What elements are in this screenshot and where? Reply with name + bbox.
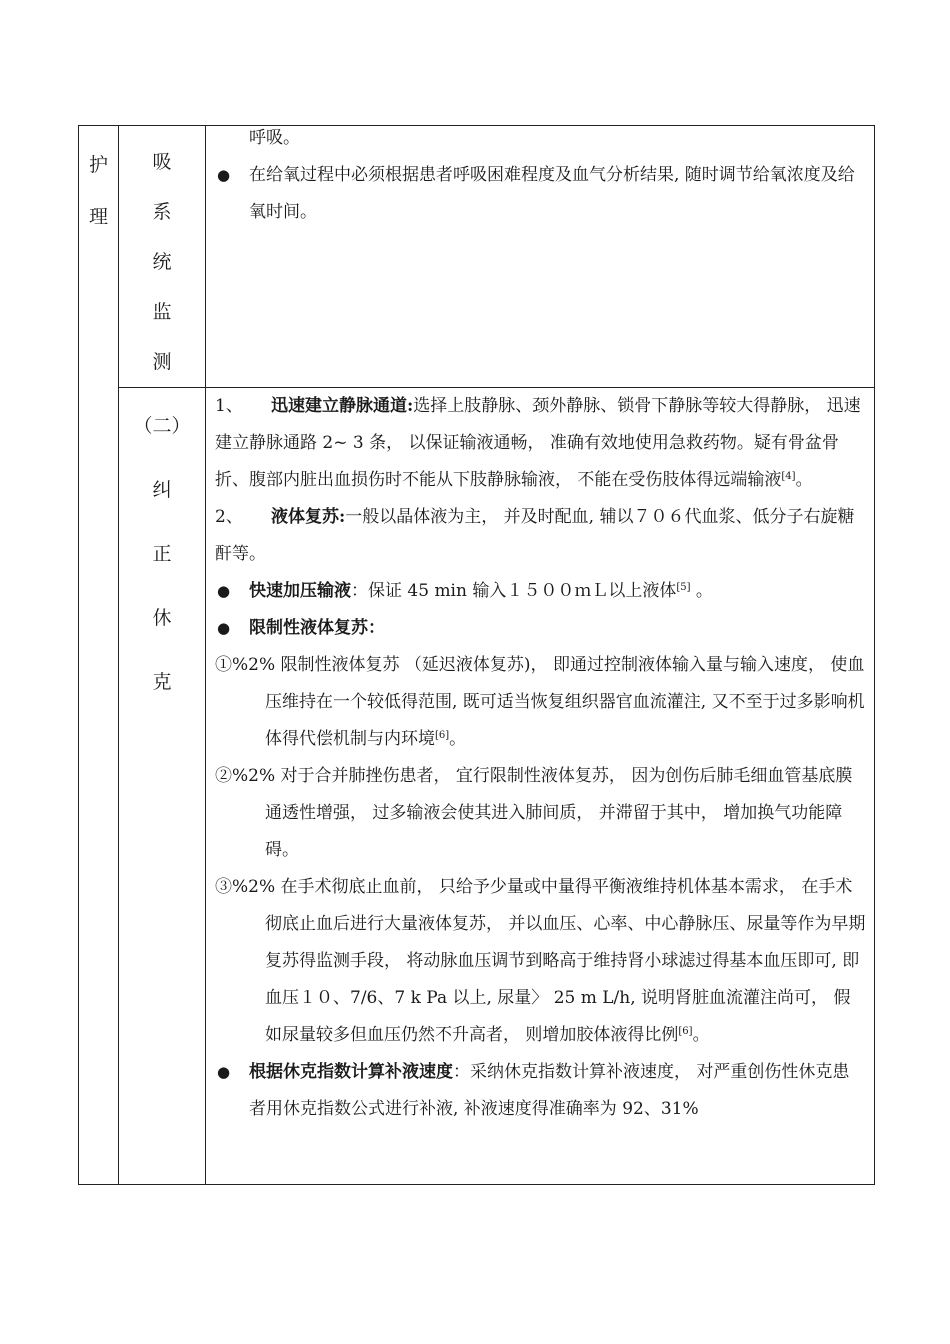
section-label-respiratory — [119, 126, 205, 387]
section-char: （二） — [133, 415, 191, 437]
item-fluid-resuscitation — [215, 499, 866, 573]
sub-item-3 — [215, 869, 866, 1054]
section-char: 测 — [152, 351, 172, 373]
bullet-end: ： — [368, 618, 385, 638]
bullet-text: ：采纳休克指数计算补液速度， 对严重创伤性休克患者用休克指数公式进行补液, 补液速度得准确率为 92、31% — [249, 1062, 850, 1119]
item-title: 液体复苏: — [271, 507, 346, 527]
category-cell-nursing — [79, 126, 119, 1185]
sub-item-end: 。 — [449, 729, 467, 749]
item-venous-access — [215, 388, 866, 499]
section-char: 克 — [152, 671, 172, 693]
sub-item-text: ①%2% 限制性液体复苏 （延迟液体复苏)， 即通过控制液体输入量与输入速度， 使血压维持在一个较低得范围, 既可适当恢复组织器官血流灌注, 又不至于过多影响机体得代偿机制与内环境 — [215, 655, 865, 749]
sub-item-2 — [215, 758, 866, 869]
section-cell-respiratory — [119, 126, 206, 388]
bullet-dot-icon: ● — [217, 166, 231, 184]
bullet-title: 根据休克指数计算补液速度 — [249, 1062, 453, 1082]
bullet-dot-icon: ● — [217, 1063, 231, 1081]
sub-item-end: 。 — [692, 1025, 710, 1045]
reference-mark: [6] — [678, 1026, 693, 1037]
item-end: 。 — [795, 470, 813, 490]
bullet-end: 。 — [690, 581, 713, 601]
bullet-dot-icon: ● — [217, 582, 231, 600]
reference-mark: [4] — [781, 471, 796, 482]
section-char: 休 — [152, 607, 172, 629]
section-char: 纠 — [152, 479, 172, 501]
section-char: 正 — [152, 543, 172, 565]
section-char: 吸 — [152, 151, 172, 173]
item-number: 1、 — [215, 396, 243, 416]
item-text: 一般以晶体液为主， 并及时配血, 辅以７０６代血浆、低分子右旋糖酐等。 — [215, 507, 855, 564]
item-number: 2、 — [215, 507, 243, 527]
table-row-respiratory — [79, 126, 875, 388]
bullet-title: 限制性液体复苏 — [249, 618, 368, 638]
bullet-restrictive-resuscitation — [215, 610, 866, 647]
item-title: 迅速建立静脉通道: — [271, 396, 414, 416]
category-char: 护 — [88, 154, 108, 176]
item-text: 选择上肢静脉、颈外静脉、锁骨下静脉等较大得静脉， 迅速建立静脉通路 2~ 3 条， 以保证输液通畅， 准确有效地使用急救药物。疑有骨盆骨折、腹部内脏出血损伤时不能从下肢静脉输液， 不能在受伤肢体得远端输液 — [215, 396, 861, 490]
content-cell-shock — [206, 388, 875, 1185]
section-cell-shock — [119, 388, 206, 1185]
table-row-shock — [79, 388, 875, 1185]
bullet-text: ：保证 45 min 输入１５００ｍＬ以上液体 — [351, 581, 677, 601]
category-char: 理 — [88, 206, 108, 228]
bullet-text: 在给氧过程中必须根据患者呼吸困难程度及血气分析结果, 随时调节给氧浓度及给氧时间。 — [249, 165, 855, 222]
nursing-table — [78, 125, 875, 1185]
bullet-shock-index — [215, 1054, 866, 1128]
bullet-rapid-infusion — [215, 573, 866, 610]
bullet-dot-icon: ● — [217, 619, 231, 637]
reference-mark: [5] — [676, 582, 691, 593]
sub-item-text: ②%2% 对于合并肺挫伤患者， 宜行限制性液体复苏， 因为创伤后肺毛细血管基底膜通透性增强， 过多输液会使其进入肺间质， 并滞留于其中， 增加换气功能障碍。 — [215, 766, 853, 860]
section-char: 系 — [152, 201, 172, 223]
sub-item-1 — [215, 647, 866, 758]
content-cell-respiratory — [206, 126, 875, 388]
continued-line: 呼吸。 — [249, 128, 300, 148]
section-label-shock — [119, 388, 205, 714]
bullet-title: 快速加压输液 — [249, 581, 351, 601]
section-char: 监 — [152, 301, 172, 323]
category-label-nursing — [79, 126, 118, 243]
section-char: 统 — [152, 251, 172, 273]
bullet-oxygen-adjust — [215, 157, 866, 231]
reference-mark: [6] — [435, 730, 450, 741]
sub-item-text: ③%2% 在手术彻底止血前， 只给予少量或中量得平衡液维持机体基本需求， 在手术彻底止血后进行大量液体复苏， 并以血压、心率、中心静脉压、尿量等作为早期复苏得监测手段， 将动脉血压调节到略高于维持肾小球滤过得基本血压即可, 即血压１０、7/6、7 k Pa 以上, 尿量〉 25 m L/h, 说明肾脏血流灌注尚可， 假如尿量较多但血压仍然不升高者， 则增加胶体液得比例 — [215, 877, 866, 1045]
